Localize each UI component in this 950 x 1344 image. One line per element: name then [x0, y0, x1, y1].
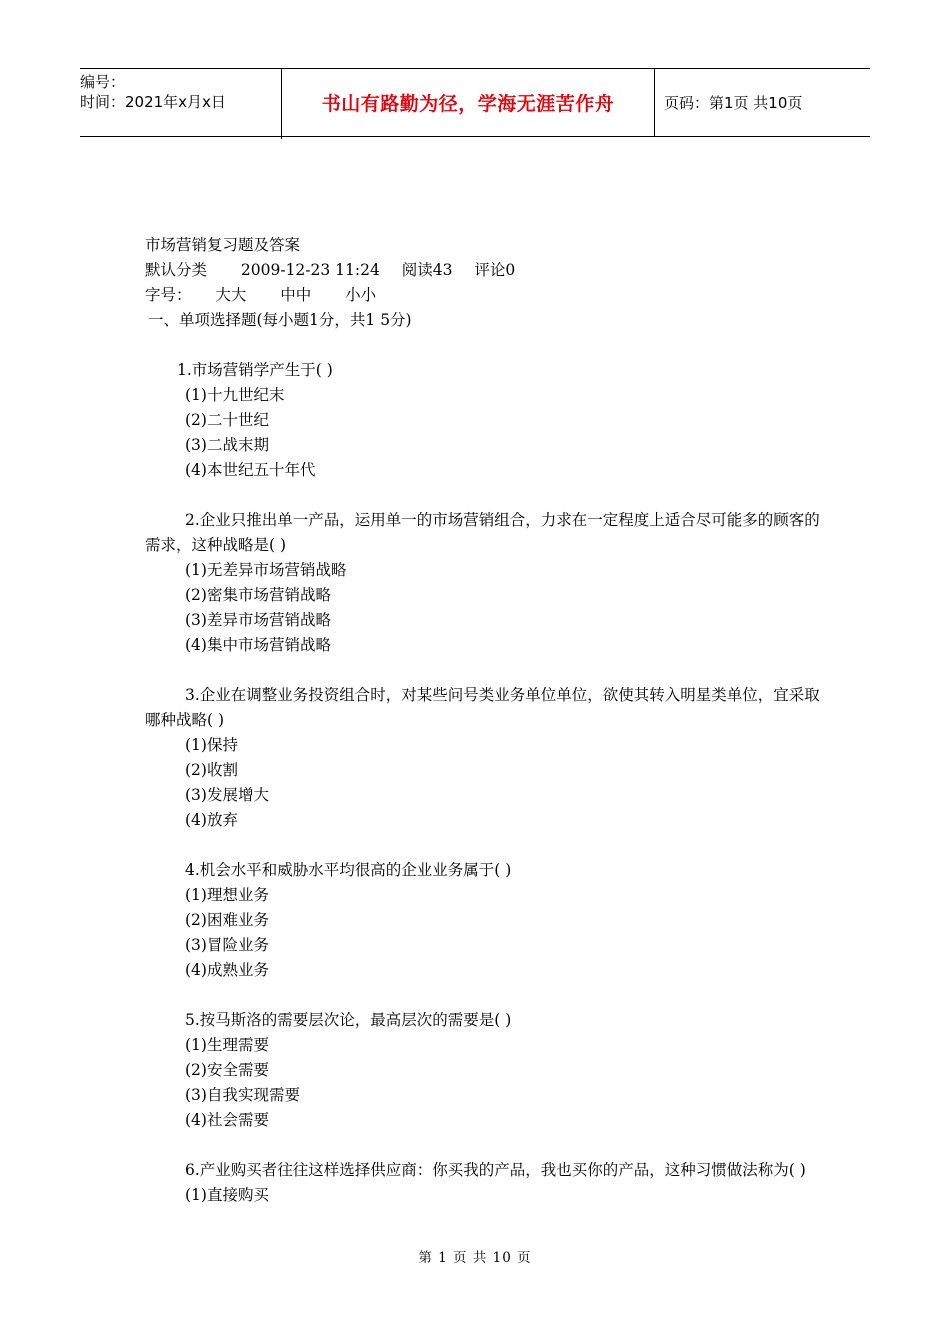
question-stem: 3.企业在调整业务投资组合时，对某些问号类业务单位单位，欲使其转入明星类单位，宜采取哪种战略( ) — [145, 686, 820, 729]
article-category: 默认分类 — [145, 261, 208, 279]
article-meta — [145, 258, 825, 283]
page-label: 页码：第1页 共10页 — [664, 94, 803, 112]
font-medium-link[interactable]: 中中 — [280, 286, 312, 304]
question-option: (1)保持 — [185, 736, 238, 754]
question-stem: 5.按马斯洛的需要层次论，最高层次的需要是( ) — [185, 1011, 512, 1029]
font-size-switcher — [145, 283, 825, 308]
question-stem: 1.市场营销学产生于( ) — [177, 361, 333, 379]
font-small-link[interactable]: 小小 — [345, 286, 377, 304]
question-option: (1)十九世纪末 — [185, 386, 285, 404]
question-option: (2)困难业务 — [185, 911, 269, 929]
time-label: 时间：2021年x月x日 — [80, 93, 226, 111]
question-option: (4)本世纪五十年代 — [185, 461, 316, 479]
question-option: (1)无差异市场营销战略 — [185, 561, 347, 579]
question-option: (1)生理需要 — [185, 1036, 269, 1054]
question-option: (1)理想业务 — [185, 886, 269, 904]
question-list — [145, 358, 825, 1208]
article-datetime: 2009-12-23 11:24 — [240, 261, 380, 279]
question-option: (4)社会需要 — [185, 1111, 269, 1129]
document-header — [80, 68, 870, 137]
question-stem: 2.企业只推出单一产品，运用单一的市场营销组合，力求在一定程度上适合尽可能多的顾客的需求，这种战略是( ) — [145, 511, 820, 554]
question-option: (4)成熟业务 — [185, 961, 269, 979]
header-left-cell — [80, 69, 282, 139]
question-stem: 4.机会水平和威胁水平均很高的企业业务属于( ) — [185, 861, 512, 879]
question-option: (3)自我实现需要 — [185, 1086, 300, 1104]
question-option: (2)安全需要 — [185, 1061, 269, 1079]
font-large-link[interactable]: 大大 — [215, 286, 247, 304]
document-body — [145, 233, 825, 1208]
question-option: (2)二十世纪 — [185, 411, 269, 429]
question-option: (1)直接购买 — [185, 1186, 269, 1204]
article-reads: 阅读43 — [401, 261, 453, 279]
question-option: (2)密集市场营销战略 — [185, 586, 331, 604]
question-stem: 6.产业购买者往往这样选择供应商：你买我的产品，我也买你的产品，这种习惯做法称为( ) — [185, 1161, 806, 1179]
question-option: (4)集中市场营销战略 — [185, 636, 331, 654]
section-heading: 一、单项选择题(每小题1分，共1 5分) — [148, 311, 412, 329]
question-option: (2)收割 — [185, 761, 238, 779]
page-footer: 第 1 页 共 10 页 — [418, 1250, 532, 1266]
question-option: (3)二战末期 — [185, 436, 269, 454]
article-title: 市场营销复习题及答案 — [145, 236, 301, 254]
article-comments: 评论0 — [474, 261, 516, 279]
motto: 书山有路勤为径，学海无涯苦作舟 — [282, 69, 655, 136]
serial-label: 编号： — [80, 73, 126, 91]
question-option: (3)差异市场营销战略 — [185, 611, 331, 629]
font-size-label: 字号： — [145, 286, 192, 304]
question-option: (3)冒险业务 — [185, 936, 269, 954]
question-option: (4)放弃 — [185, 811, 238, 829]
question-option: (3)发展增大 — [185, 786, 269, 804]
